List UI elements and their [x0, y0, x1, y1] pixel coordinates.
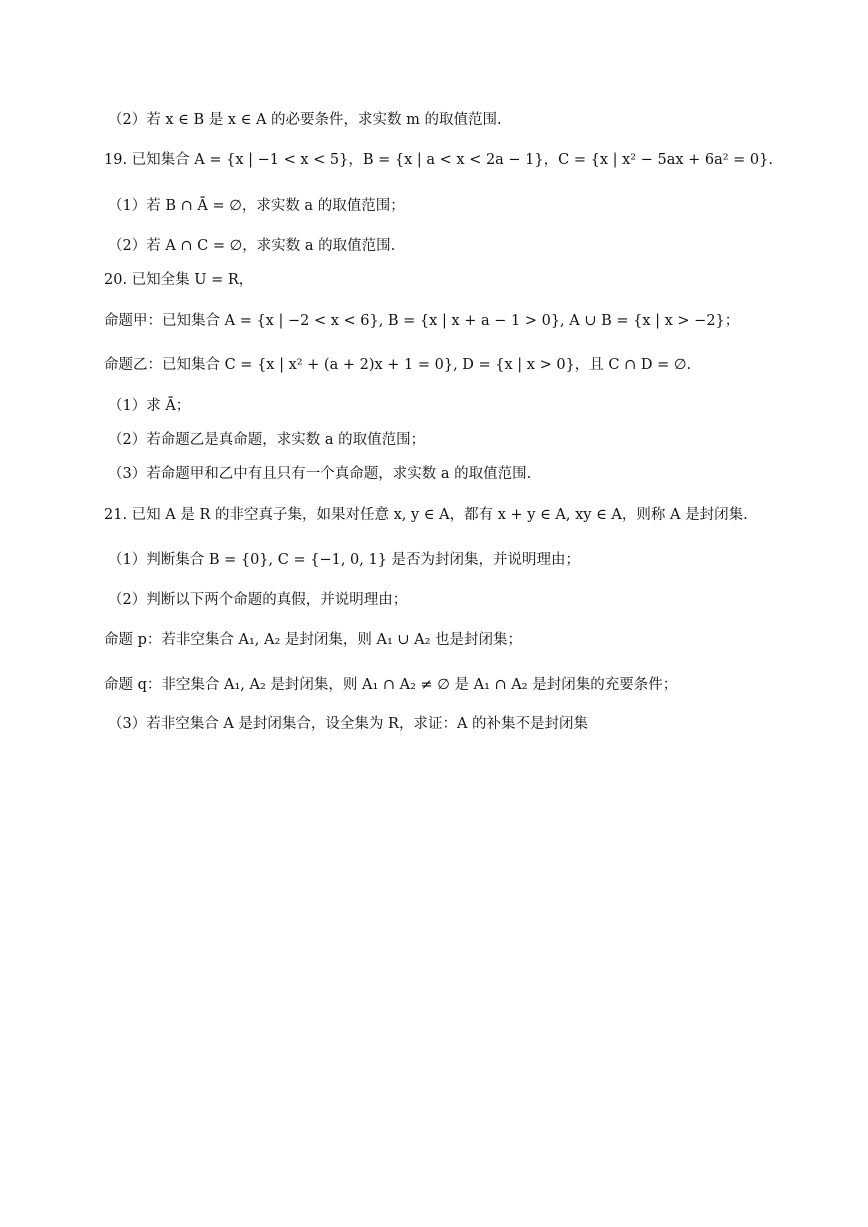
q20-stem: 20. 已知全集 U = R， — [104, 272, 254, 288]
q21-proposition-p: 命题 p：若非空集合 A₁, A₂ 是封闭集，则 A₁ ∪ A₂ 也是封闭集； — [104, 632, 523, 648]
q19-part1: （1）若 B ∩ Ā = ∅，求实数 a 的取值范围； — [108, 198, 405, 214]
q21-part2: （2）判断以下两个命题的真假，并说明理由； — [108, 592, 408, 608]
q21-part1: （1）判断集合 B = {0}, C = {−1, 0, 1} 是否为封闭集，并说明理由； — [108, 552, 581, 568]
q20-part3: （3）若命题甲和乙中有且只有一个真命题，求实数 a 的取值范围. — [108, 466, 532, 482]
q21-part3: （3）若非空集合 A 是封闭集合，设全集为 R，求证：A 的补集不是封闭集 — [108, 716, 589, 732]
q19-stem: 19. 已知集合 A = {x | −1 < x < 5}，B = {x | a < x < 2a − 1}，C = {x | x² − 5ax + 6a² = 0}. — [104, 152, 773, 168]
q20-proposition-yi: 命题乙：已知集合 C = {x | x² + (a + 2)x + 1 = 0}, D = {x | x > 0}，且 C ∩ D = ∅. — [104, 357, 692, 373]
q19-part2: （2）若 A ∩ C = ∅，求实数 a 的取值范围. — [108, 238, 396, 254]
q21-stem: 21. 已知 A 是 R 的非空真子集，如果对任意 x, y ∈ A，都有 x + y ∈ A, xy ∈ A，则称 A 是封闭集. — [104, 507, 748, 523]
q20-part1: （1）求 Ā； — [108, 398, 191, 414]
q21-proposition-q: 命题 q：非空集合 A₁, A₂ 是封闭集，则 A₁ ∩ A₂ ≠ ∅ 是 A₁ ∩ A₂ 是封闭集的充要条件； — [104, 677, 678, 693]
q18-part2: （2）若 x ∈ B 是 x ∈ A 的必要条件，求实数 m 的取值范围. — [108, 112, 502, 128]
q20-proposition-jia: 命题甲：已知集合 A = {x | −2 < x < 6}, B = {x | x + a − 1 > 0}, A ∪ B = {x | x > −2}； — [104, 313, 740, 329]
q20-part2: （2）若命题乙是真命题，求实数 a 的取值范围； — [108, 432, 426, 448]
